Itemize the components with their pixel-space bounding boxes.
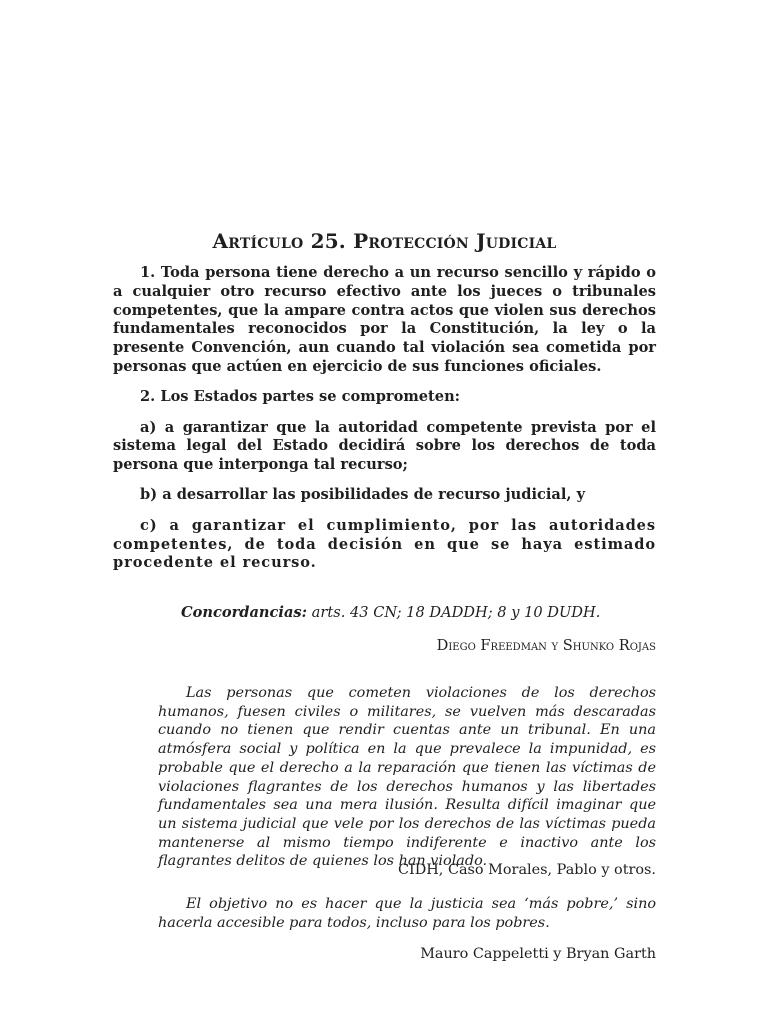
- epigraph-source-2: Mauro Cappeletti y Bryan Garth: [420, 946, 656, 962]
- article-paragraph-2: 2. Los Estados partes se comprometen:: [140, 388, 461, 406]
- epigraph-quote-1: Las personas que cometen violaciones de los derechos humanos, fuesen civiles o militares, se vuelven más descaradas cuando no tienen que rendir cuentas ante un tribunal. En una atmósfera social y política en la que prevalece la impunidad, es probable que el derecho a la reparación que tienen las víctimas de violaciones flagrantes de los derechos humanos y las libertades fundamentales sea una mera ilusión. Resulta difícil imaginar que un sistema judicial que vele por los derechos de las víctimas pueda mantenerse al mismo tiempo indiferente e inactivo ante los flagrantes delitos de quienes los han violado.: [158, 685, 656, 870]
- concordancias-label: Concordancias:: [181, 604, 308, 621]
- commentary-authors: Diego Freedman y Shunko Rojas: [436, 637, 656, 654]
- article-title-name: Protección Judicial: [353, 229, 557, 253]
- article-paragraph-a: a) a garantizar que la autoridad competente prevista por el sistema legal del Estado decidirá sobre los derechos de toda persona que interponga tal recurso;: [113, 418, 656, 474]
- article-body: [113, 264, 656, 585]
- article-title: [113, 229, 656, 253]
- epigraph-source-1: CIDH, Caso Morales, Pablo y otros.: [398, 862, 656, 878]
- article-title-prefix: Artículo 25.: [212, 229, 354, 253]
- article-paragraph-1: 1. Toda persona tiene derecho a un recurso sencillo y rápido o a cualquier otro recurso efectivo ante los jueces o tribunales competentes, que la ampare contra actos que violen sus derechos fundamentales reconocidos por la Constitución, la ley o la presente Convención, aun cuando tal violación sea cometida por personas que actúen en ejercicio de sus funciones oficiales.: [113, 264, 656, 375]
- concordancias-text: arts. 43 CN; 18 DADDH; 8 y 10 DUDH.: [307, 604, 601, 621]
- concordancias: [181, 604, 656, 621]
- article-paragraph-b: b) a desarrollar las posibilidades de recurso judicial, y: [140, 486, 586, 504]
- epigraph-quote-2: El objetivo no es hacer que la justicia sea ‘más pobre,’ sino hacerla accesible para todos, incluso para los pobres.: [158, 896, 656, 931]
- article-paragraph-c: c) a garantizar el cumplimiento, por las autoridades competentes, de toda decisión en que se haya estimado procedente el recurso.: [113, 516, 656, 572]
